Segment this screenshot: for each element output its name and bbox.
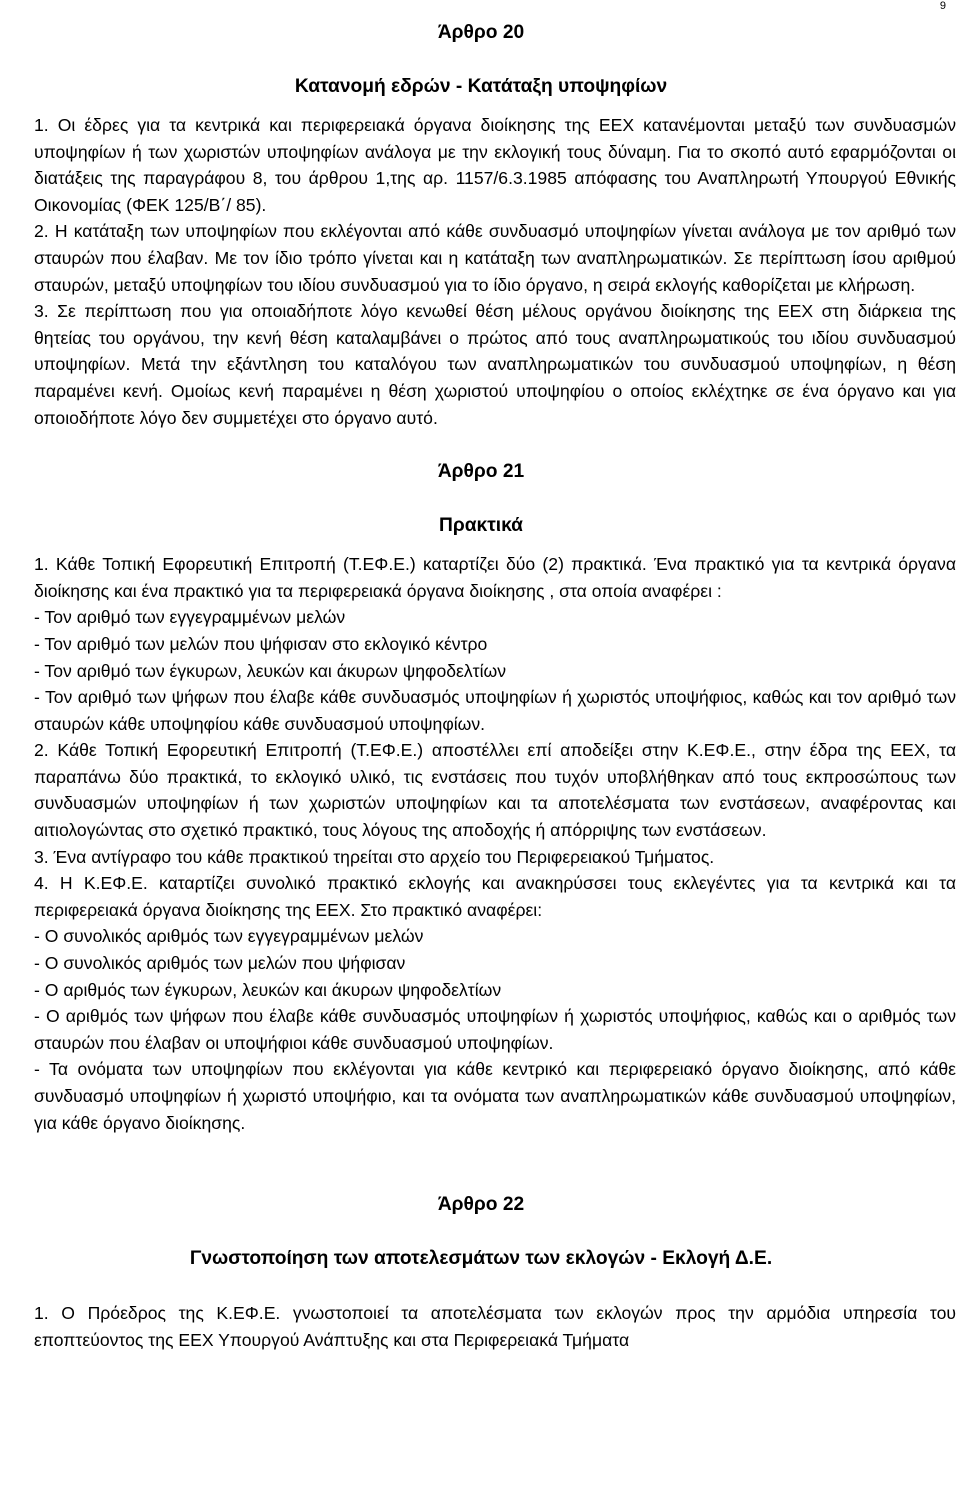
article-21-list-item: - Τον αριθμό των ψήφων που έλαβε κάθε συνδυασμός υποψηφίων ή χωριστός υποψήφιος, καθώς και τον αριθμό των σταυρών κάθε υποψηφίου κάθε συνδυασμού υποψηφίων. xyxy=(34,687,956,734)
article-22-number: Άρθρο 22 xyxy=(437,1194,525,1216)
article-22 xyxy=(6,1192,956,1353)
article-20-paragraph-3: 3. Σε περίπτωση που για οποιαδήποτε λόγο κενωθεί θέση μέλους οργάνου διοίκησης της ΕΕΧ στη διάρκεια της θητείας του οργάνου, την κενή θέση καταλαμβάνει ο πρώτος από τους αναπληρωματικούς του ιδίου συνδυασμού υποψηφίων. Μετά την εξάντληση του καταλόγου των αναπληρωματικών του συνδυασμού υποψηφίων, η θέση παραμένει κενή. Ομοίως κενή παραμένει η θέση χωριστού υποψηφίου ο οποίος εκλέχτηκε σε ένα όργανο και για οποιοδήποτε λόγο δεν συμμετέχει στο όργανο αυτό. xyxy=(34,301,956,428)
article-21-paragraph-1: 1. Κάθε Τοπική Εφορευτική Επιτροπή (Τ.ΕΦ.Ε.) καταρτίζει δύο (2) πρακτικά. Ένα πρακτικό για τα κεντρικά όργανα διοίκησης και ένα πρακτικό για τα περιφερειακά όργανα διοίκησης , στα οποία αναφέρει : xyxy=(34,554,956,601)
article-21-list-item: - Τον αριθμό των εγγεγραμμένων μελών xyxy=(34,607,346,628)
article-21-number: Άρθρο 21 xyxy=(437,461,525,483)
article-20-title: Κατανομή εδρών - Κατάταξη υποψηφίων xyxy=(294,76,668,97)
article-20-paragraph-1: 1. Οι έδρες για τα κεντρικά και περιφερειακά όργανα διοίκησης της ΕΕΧ κατανέμονται μεταξύ των συνδυασμών υποψηφίων ή των χωριστών υποψηφίων ανάλογα με την εκλογική τους δύναμη. Για το σκοπό αυτό εφαρμόζονται οι διατάξεις της παραγράφου 8, του άρθρου 1,της αρ. 1157/6.3.1985 απόφασης του Αναπληρωτή Υπουργού Εθνικής Οικονομίας (ΦΕΚ 125/Β΄/ 85). xyxy=(34,115,956,215)
article-21-list-item: - Ο αριθμός των ψήφων που έλαβε κάθε συνδυασμός υποψηφίων ή χωριστός υποψήφιος, καθώς και ο αριθμός των σταυρών που έλαβαν οι υποψήφιοι κάθε συνδυασμού υποψηφίων. xyxy=(34,1006,956,1053)
article-21-paragraph-4: 4. Η Κ.ΕΦ.Ε. καταρτίζει συνολικό πρακτικό εκλογής και ανακηρύσσει τους εκλεγέντες για τα κεντρικά και τα περιφερειακά όργανα διοίκησης της ΕΕΧ. Στο πρακτικό αναφέρει: xyxy=(34,873,956,920)
article-21-list-item: - Τα ονόματα των υποψηφίων που εκλέγονται για κάθε κεντρικό και περιφερειακό όργανο διοίκησης, από κάθε συνδυασμό υποψηφίων ή χωριστό υποψήφιο, και τα ονόματα των αναπληρωματικών κάθε συνδυασμού υποψηφίων, για κάθε όργανο διοίκησης. xyxy=(34,1059,956,1133)
article-21-list-item: - Ο συνολικός αριθμός των εγγεγραμμένων μελών xyxy=(34,926,424,947)
article-20-number: Άρθρο 20 xyxy=(437,22,525,43)
article-21-paragraph-3: 3. Ένα αντίγραφο του κάθε πρακτικού τηρείται στο αρχείο του Περιφερειακού Τμήματος. xyxy=(34,846,715,867)
article-21 xyxy=(6,459,956,1136)
article-21-list-item: - Τον αριθμό των έγκυρων, λευκών και άκυρων ψηφοδελτίων xyxy=(34,660,507,681)
article-21-title: Πρακτικά xyxy=(439,515,523,537)
article-22-paragraph-1: 1. Ο Πρόεδρος της Κ.ΕΦ.Ε. γνωστοποιεί τα αποτελέσματα των εκλογών προς την αρμόδια υπηρεσία του εποπτεύοντος της ΕΕΧ Υπουργού Ανάπτυξης και στα Περιφερειακά Τμήματα xyxy=(34,1303,956,1350)
document-page xyxy=(6,14,956,1353)
article-21-list-item: - Ο συνολικός αριθμός των μελών που ψήφισαν xyxy=(34,953,406,974)
article-20-paragraph-2: 2. Η κατάταξη των υποψηφίων που εκλέγονται από κάθε συνδυασμό υποψηφίων γίνεται ανάλογα με τον αριθμό των σταυρών που έλαβαν. Με τον ίδιο τρόπο γίνεται και η κατάταξη των αναπληρωματικών. Σε περίπτωση ίσου αριθμού σταυρών, μεταξύ υποψηφίων του ιδίου συνδυασμού για το ίδιο όργανο, η σειρά εκλογής καθορίζεται με κλήρωση. xyxy=(34,221,956,295)
article-21-paragraph-2: 2. Κάθε Τοπική Εφορευτική Επιτροπή (Τ.ΕΦ.Ε.) αποστέλλει επί αποδείξει στην Κ.ΕΦ.Ε., στην έδρα της ΕΕΧ, τα παραπάνω δύο πρακτικά, το εκλογικό υλικό, τις ενστάσεις που τυχόν υποβλήθηκαν από τους εκπροσώπους των συνδυασμών υποψηφίων ή των χωριστών υποψηφίων και τα αποτελέσματα των ενστάσεων, αναφέροντας και αιτιολογώντας στο σχετικό πρακτικό, τους λόγους της αποδοχής ή απόρριψης των ενστάσεων. xyxy=(34,740,956,841)
page-number: 9 xyxy=(939,0,946,12)
article-20 xyxy=(6,20,956,431)
article-22-title: Γνωστοποίηση των αποτελεσμάτων των εκλογών - Εκλογή Δ.Ε. xyxy=(189,1248,773,1270)
article-21-list-item: - Ο αριθμός των έγκυρων, λευκών και άκυρων ψηφοδελτίων xyxy=(34,979,502,1000)
article-21-list-item: - Τον αριθμό των μελών που ψήφισαν στο εκλογικό κέντρο xyxy=(34,633,488,654)
